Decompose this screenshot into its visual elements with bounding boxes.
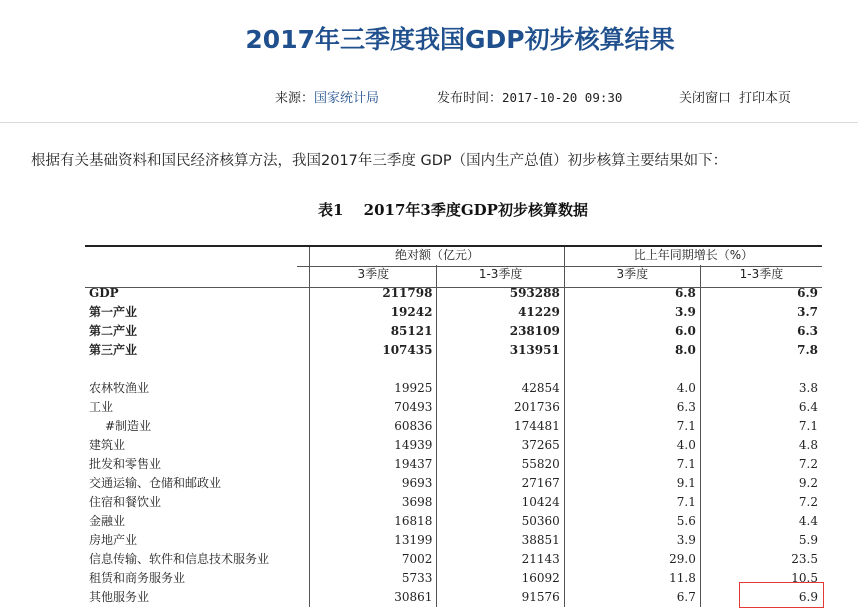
row-label: 金融业	[85, 512, 310, 531]
row-label: 建筑业	[85, 436, 310, 455]
source-label: 来源：	[275, 91, 315, 106]
spacer-cell	[564, 360, 700, 379]
cell-q3-value: 19242	[310, 303, 437, 322]
cell-ytd-value: 91576	[437, 588, 564, 607]
publish-label: 发布时间：	[437, 91, 503, 106]
table-row	[85, 379, 822, 398]
spacer-cell	[310, 360, 437, 379]
cell-ytd-growth: 9.2	[798, 476, 818, 490]
page-title: 2017年三季度我国GDP初步核算结果	[245, 25, 675, 54]
cell-ytd-value: 238109	[437, 322, 564, 341]
table-row	[85, 569, 822, 588]
table-top-border	[85, 245, 822, 247]
cell-q3-growth: 7.1	[564, 493, 700, 512]
cell-q3-value: 13199	[310, 531, 437, 550]
spacer-cell	[700, 360, 822, 379]
table-row	[85, 341, 822, 360]
cell-q3-growth: 6.8	[564, 284, 700, 303]
sub-header-q3: 3季度	[310, 265, 437, 284]
table-title: 表1 2017年3季度GDP初步核算数据	[318, 201, 588, 219]
row-label: 其他服务业	[85, 588, 310, 607]
cell-ytd-value: 313951	[437, 341, 564, 360]
cell-q3-growth: 4.0	[564, 379, 700, 398]
cell-ytd-growth: 3.8	[798, 381, 818, 395]
cell-q3-value: 14939	[310, 436, 437, 455]
cell-ytd-growth: 6.4	[798, 400, 818, 414]
row-label: 第二产业	[85, 322, 310, 341]
source-link[interactable]: 国家统计局	[314, 91, 380, 106]
cell-q3-value: 19437	[310, 455, 437, 474]
header-divider	[0, 122, 858, 123]
cell-ytd-growth: 7.2	[798, 457, 818, 471]
table-row	[85, 398, 822, 417]
group-header-absolute: 绝对额（亿元）	[310, 245, 565, 265]
row-label: 住宿和餐饮业	[85, 493, 310, 512]
table-row	[85, 512, 822, 531]
print-page-link[interactable]: 打印本页	[739, 91, 792, 106]
cell-q3-value: 211798	[310, 284, 437, 303]
page-actions	[679, 87, 799, 106]
cell-q3-growth: 5.6	[564, 512, 700, 531]
table-row	[85, 455, 822, 474]
table-row	[85, 588, 822, 607]
spacer-cell	[85, 360, 310, 379]
row-label: 工业	[85, 398, 310, 417]
group-header-divider	[297, 266, 822, 267]
table-row	[85, 493, 822, 512]
cell-ytd-value: 37265	[437, 436, 564, 455]
publish-time: 2017-10-20 09:30	[502, 90, 623, 105]
intro-paragraph: 根据有关基础资料和国民经济核算方法，我国2017年三季度 GDP（国内生产总值）初步核算主要结果如下：	[31, 153, 728, 169]
cell-q3-growth: 3.9	[564, 303, 700, 322]
cell-q3-growth: 7.1	[564, 417, 700, 436]
cell-ytd-value: 174481	[437, 417, 564, 436]
cell-q3-growth: 3.9	[564, 531, 700, 550]
cell-q3-growth: 6.3	[564, 398, 700, 417]
cell-ytd-growth: 6.3	[797, 324, 818, 338]
cell-q3-growth: 8.0	[564, 341, 700, 360]
publish-info	[437, 87, 622, 106]
sub-header-ytd: 1-3季度	[437, 265, 564, 284]
cell-ytd-growth: 6.9	[797, 286, 818, 300]
cell-ytd-growth: 6.9	[798, 590, 818, 604]
table-row	[85, 417, 822, 436]
source-info	[275, 87, 379, 106]
group-header-growth: 比上年同期增长（%）	[633, 248, 754, 262]
cell-ytd-value: 42854	[437, 379, 564, 398]
gdp-data-table	[85, 245, 822, 607]
cell-q3-value: 107435	[310, 341, 437, 360]
cell-q3-growth: 11.8	[564, 569, 700, 588]
cell-ytd-value: 27167	[437, 474, 564, 493]
cell-q3-value: 70493	[310, 398, 437, 417]
row-label: 房地产业	[85, 531, 310, 550]
spacer-cell	[437, 360, 564, 379]
cell-q3-value: 85121	[310, 322, 437, 341]
cell-ytd-value: 10424	[437, 493, 564, 512]
row-label: #制造业	[85, 417, 310, 436]
cell-q3-growth: 9.1	[564, 474, 700, 493]
cell-q3-growth: 7.1	[564, 455, 700, 474]
cell-q3-value: 5733	[310, 569, 437, 588]
cell-q3-growth: 6.0	[564, 322, 700, 341]
cell-ytd-growth: 7.8	[797, 343, 818, 357]
row-label: 第一产业	[85, 303, 310, 322]
row-label: 批发和零售业	[85, 455, 310, 474]
cell-ytd-growth: 5.9	[798, 533, 818, 547]
cell-ytd-value: 593288	[437, 284, 564, 303]
cell-ytd-growth: 4.8	[798, 438, 818, 452]
cell-q3-value: 7002	[310, 550, 437, 569]
cell-q3-value: 3698	[310, 493, 437, 512]
cell-q3-value: 30861	[310, 588, 437, 607]
row-label: 信息传输、软件和信息技术服务业	[85, 550, 310, 569]
sub-header-growth-q3: 3季度	[564, 265, 700, 284]
cell-ytd-growth: 7.2	[798, 495, 818, 509]
cell-ytd-growth: 7.1	[798, 419, 818, 433]
row-label: 第三产业	[85, 341, 310, 360]
header-blank-cell	[85, 245, 310, 284]
table-row	[85, 550, 822, 569]
cell-q3-value: 9693	[310, 474, 437, 493]
table-row	[85, 531, 822, 550]
cell-ytd-growth: 4.4	[798, 514, 818, 528]
cell-ytd-growth: 23.5	[791, 552, 818, 566]
row-label: 交通运输、仓储和邮政业	[85, 474, 310, 493]
cell-ytd-growth: 3.7	[797, 305, 818, 319]
cell-ytd-value: 16092	[437, 569, 564, 588]
table-row	[85, 303, 822, 322]
sub-header-divider	[85, 287, 822, 288]
cell-q3-growth: 29.0	[564, 550, 700, 569]
table-spacer-row	[85, 360, 822, 379]
row-label: 租赁和商务服务业	[85, 569, 310, 588]
cell-ytd-value: 21143	[437, 550, 564, 569]
row-label: GDP	[85, 284, 310, 303]
table-row	[85, 436, 822, 455]
cell-ytd-growth: 10.5	[791, 571, 818, 585]
cell-q3-value: 60836	[310, 417, 437, 436]
cell-ytd-value: 41229	[437, 303, 564, 322]
cell-ytd-value: 50360	[437, 512, 564, 531]
sub-header-growth-ytd: 1-3季度	[739, 267, 784, 281]
annotation-highlight-box	[739, 582, 824, 608]
table-group-header-row	[85, 245, 822, 265]
table-row	[85, 322, 822, 341]
close-window-link[interactable]: 关闭窗口	[679, 91, 732, 106]
cell-q3-value: 16818	[310, 512, 437, 531]
cell-q3-growth: 6.7	[564, 588, 700, 607]
cell-ytd-value: 55820	[437, 455, 564, 474]
cell-ytd-value: 201736	[437, 398, 564, 417]
table-row	[85, 474, 822, 493]
row-label: 农林牧渔业	[85, 379, 310, 398]
cell-q3-growth: 4.0	[564, 436, 700, 455]
cell-ytd-value: 38851	[437, 531, 564, 550]
cell-q3-value: 19925	[310, 379, 437, 398]
